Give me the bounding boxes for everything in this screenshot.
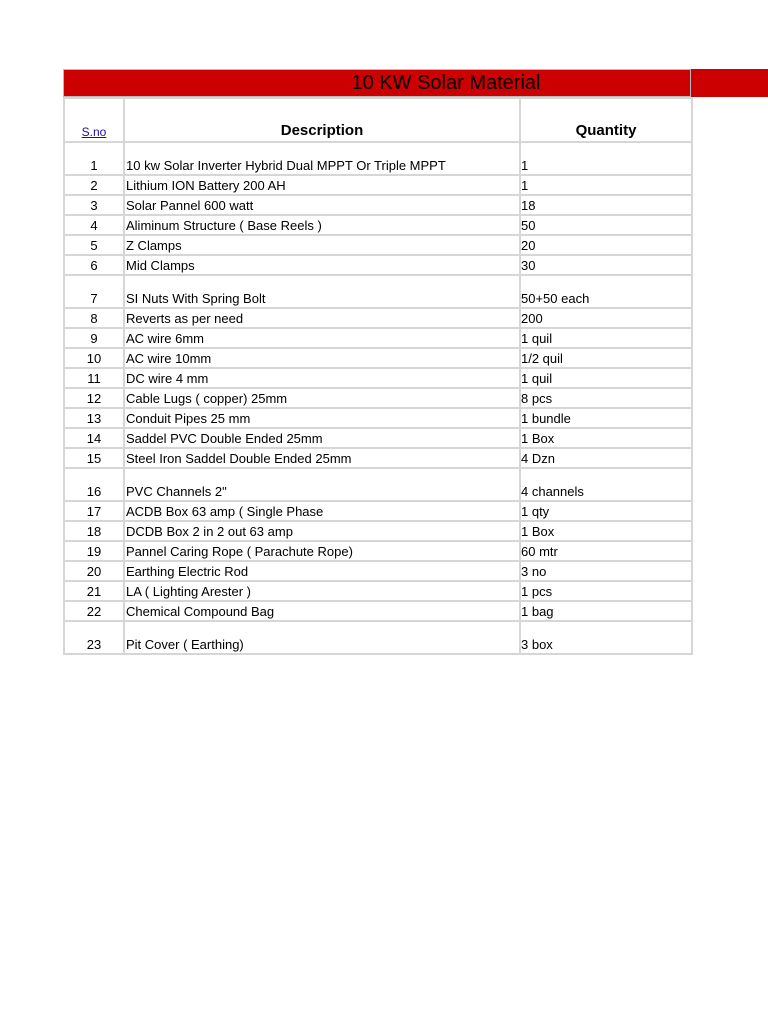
table-row	[64, 368, 692, 388]
table-row	[64, 215, 692, 235]
row-description: AC wire 10mm	[124, 348, 520, 368]
row-sno: 17	[64, 501, 124, 521]
table-row	[64, 521, 692, 541]
row-sno: 16	[64, 468, 124, 501]
table-row	[64, 388, 692, 408]
row-quantity: 18	[520, 195, 692, 215]
table-row	[64, 195, 692, 215]
row-sno: 1	[64, 142, 124, 175]
title-bar-overflow	[690, 69, 768, 97]
row-description: Z Clamps	[124, 235, 520, 255]
row-quantity: 1 bag	[520, 601, 692, 621]
table-row	[64, 561, 692, 581]
row-description: Conduit Pipes 25 mm	[124, 408, 520, 428]
row-sno: 15	[64, 448, 124, 468]
row-description: 10 kw Solar Inverter Hybrid Dual MPPT Or Triple MPPT	[124, 142, 520, 175]
row-description: LA ( Lighting Arester )	[124, 581, 520, 601]
row-quantity: 1 pcs	[520, 581, 692, 601]
header-sno[interactable]: S.no	[64, 98, 124, 142]
row-quantity: 1	[520, 175, 692, 195]
row-sno: 19	[64, 541, 124, 561]
row-quantity: 1	[520, 142, 692, 175]
table-row	[64, 348, 692, 368]
row-description: Reverts as per need	[124, 308, 520, 328]
row-sno: 13	[64, 408, 124, 428]
row-description: Lithium ION Battery 200 AH	[124, 175, 520, 195]
row-sno: 6	[64, 255, 124, 275]
row-quantity: 3 box	[520, 621, 692, 654]
header-quantity: Quantity	[520, 98, 692, 142]
row-quantity: 60 mtr	[520, 541, 692, 561]
table-row	[64, 235, 692, 255]
row-quantity: 1 Box	[520, 428, 692, 448]
row-sno: 22	[64, 601, 124, 621]
row-description: Solar Pannel 600 watt	[124, 195, 520, 215]
row-description: Pannel Caring Rope ( Parachute Rope)	[124, 541, 520, 561]
table-row	[64, 448, 692, 468]
table-row	[64, 175, 692, 195]
row-description: DC wire 4 mm	[124, 368, 520, 388]
row-quantity: 3 no	[520, 561, 692, 581]
row-quantity: 30	[520, 255, 692, 275]
row-sno: 14	[64, 428, 124, 448]
table-row	[64, 501, 692, 521]
row-sno: 2	[64, 175, 124, 195]
table-row	[64, 408, 692, 428]
row-description: PVC Channels 2"	[124, 468, 520, 501]
row-quantity: 1/2 quil	[520, 348, 692, 368]
row-description: AC wire 6mm	[124, 328, 520, 348]
row-description: Chemical Compound Bag	[124, 601, 520, 621]
row-description: Cable Lugs ( copper) 25mm	[124, 388, 520, 408]
row-sno: 5	[64, 235, 124, 255]
row-description: Pit Cover ( Earthing)	[124, 621, 520, 654]
row-quantity: 4 Dzn	[520, 448, 692, 468]
table-row	[64, 275, 692, 308]
row-sno: 12	[64, 388, 124, 408]
row-quantity: 1 bundle	[520, 408, 692, 428]
table-row	[64, 142, 692, 175]
material-sheet	[63, 69, 691, 655]
table-body	[64, 142, 692, 654]
material-table	[63, 97, 693, 655]
header-description: Description	[124, 98, 520, 142]
row-sno: 4	[64, 215, 124, 235]
row-sno: 18	[64, 521, 124, 541]
table-row	[64, 621, 692, 654]
row-quantity: 1 quil	[520, 368, 692, 388]
row-sno: 7	[64, 275, 124, 308]
row-sno: 9	[64, 328, 124, 348]
row-quantity: 200	[520, 308, 692, 328]
row-quantity: 8 pcs	[520, 388, 692, 408]
row-sno: 21	[64, 581, 124, 601]
table-row	[64, 308, 692, 328]
row-quantity: 1 quil	[520, 328, 692, 348]
row-sno: 10	[64, 348, 124, 368]
row-quantity: 4 channels	[520, 468, 692, 501]
row-sno: 23	[64, 621, 124, 654]
row-description: Earthing Electric Rod	[124, 561, 520, 581]
row-quantity: 1 Box	[520, 521, 692, 541]
row-sno: 11	[64, 368, 124, 388]
row-sno: 3	[64, 195, 124, 215]
row-quantity: 20	[520, 235, 692, 255]
table-row	[64, 428, 692, 448]
row-quantity: 50+50 each	[520, 275, 692, 308]
row-description: Aliminum Structure ( Base Reels )	[124, 215, 520, 235]
sheet-title: 10 KW Solar Material	[63, 69, 691, 97]
table-row	[64, 541, 692, 561]
row-sno: 20	[64, 561, 124, 581]
row-description: Saddel PVC Double Ended 25mm	[124, 428, 520, 448]
table-row	[64, 601, 692, 621]
row-description: SI Nuts With Spring Bolt	[124, 275, 520, 308]
row-quantity: 1 qty	[520, 501, 692, 521]
table-row	[64, 328, 692, 348]
row-description: DCDB Box 2 in 2 out 63 amp	[124, 521, 520, 541]
table-row	[64, 468, 692, 501]
table-row	[64, 581, 692, 601]
row-sno: 8	[64, 308, 124, 328]
row-quantity: 50	[520, 215, 692, 235]
row-description: ACDB Box 63 amp ( Single Phase	[124, 501, 520, 521]
row-description: Steel Iron Saddel Double Ended 25mm	[124, 448, 520, 468]
row-description: Mid Clamps	[124, 255, 520, 275]
table-row	[64, 255, 692, 275]
